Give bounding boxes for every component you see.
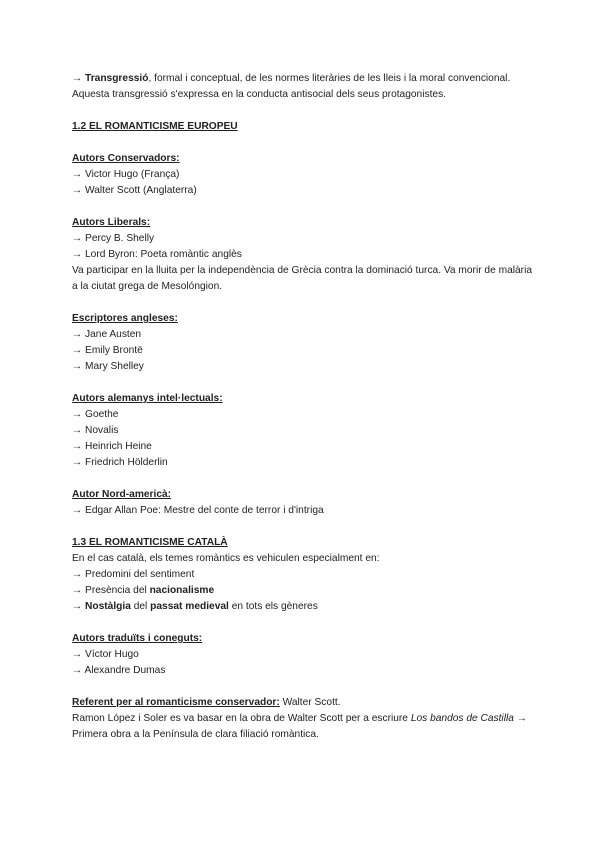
document-page xyxy=(72,71,532,743)
list-item: → Mary Shelley xyxy=(72,361,144,372)
list-item: → Jane Austen xyxy=(72,329,142,340)
intro-text: , formal i conceptual, de les normes literàries de les lleis i la moral convencional. Aquesta transgressió s'expressa en la conducta antisocial dels seus protagonistes. xyxy=(72,73,511,100)
bold-term: passat medieval xyxy=(150,601,229,612)
heading-autors-traduits: Autors traduïts i coneguts: xyxy=(72,633,203,644)
list-item: → Nostàlgia del passat medieval en tots els gèneres xyxy=(72,601,318,612)
intro-paragraph xyxy=(72,71,532,103)
list-item: → Edgar Allan Poe: Mestre del conte de terror i d'intriga xyxy=(72,505,324,516)
list-item: → Novalis xyxy=(72,425,119,436)
referent-value: Walter Scott. xyxy=(279,697,341,708)
list-item: → Alexandre Dumas xyxy=(72,665,166,676)
heading-escriptores-angleses: Escriptores angleses: xyxy=(72,313,178,324)
book-title: Los bandos de Castilla xyxy=(410,713,514,724)
heading-liberals: Autors Liberals: xyxy=(72,217,151,228)
bold-term: Nostàlgia xyxy=(85,601,131,612)
list-item: → Walter Scott (Anglaterra) xyxy=(72,185,197,196)
heading-conservadors: Autors Conservadors: xyxy=(72,153,180,164)
list-item: → Heinrich Heine xyxy=(72,441,152,452)
heading-autors-alemanys: Autors alemanys intel·lectuals: xyxy=(72,393,223,404)
list-item: → Percy B. Shelly xyxy=(72,233,155,244)
list-item: → Presència del nacionalisme xyxy=(72,585,215,596)
section-1-3-intro: En el cas català, els temes romàntics es vehiculen especialment en: xyxy=(72,553,380,564)
heading-autor-nord-america: Autor Nord-americà: xyxy=(72,489,172,500)
list-item: → Lord Byron: Poeta romàntic anglès xyxy=(72,249,242,260)
list-item: → Victor Hugo (França) xyxy=(72,169,180,180)
list-item: → Víctor Hugo xyxy=(72,649,139,660)
list-item: → Goethe xyxy=(72,409,119,420)
referent-line xyxy=(72,695,532,711)
list-item: → Emily Brontë xyxy=(72,345,143,356)
list-item: → Predomini del sentiment xyxy=(72,569,195,580)
arrow: → xyxy=(72,73,86,84)
heading-referent: Referent per al romanticisme conservador: xyxy=(72,697,280,708)
list-item: → Friedrich Hölderlin xyxy=(72,457,168,468)
byron-note: Va participar en la lluita per la independència de Grècia contra la dominació turca. Va morir de malària a la ciutat grega de Mesolóngion. xyxy=(72,265,532,292)
intro-bold-term: Transgressió xyxy=(85,73,149,84)
section-heading-1-3: 1.3 EL ROMANTICISME CATALÀ xyxy=(72,537,228,548)
referent-paragraph: Ramon López i Soler es va basar en la obra de Walter Scott per a escriure Los bandos de Castilla → Primera obra a la Península de clara filiació romàntica. xyxy=(72,713,527,740)
bold-term: nacionalisme xyxy=(149,585,215,596)
section-heading-1-2: 1.2 EL ROMANTICISME EUROPEU xyxy=(72,121,238,132)
